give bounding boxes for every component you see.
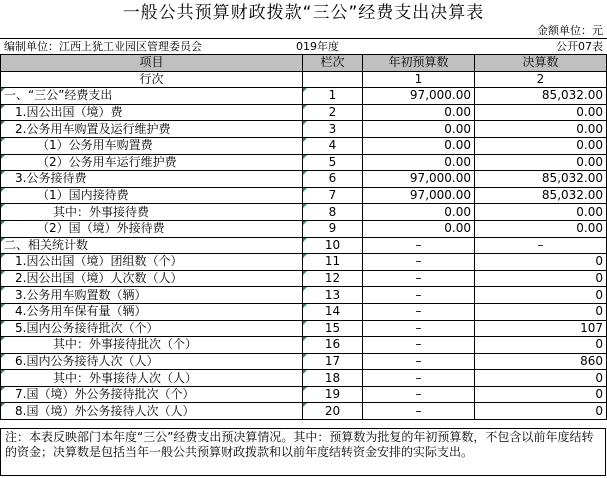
table-row xyxy=(1,287,607,304)
row-budget: – xyxy=(363,370,475,387)
table-row xyxy=(1,353,607,370)
row-label: 其中：外事接待人次（人） xyxy=(1,370,303,387)
row-budget: – xyxy=(363,337,475,354)
row-budget: 0.00 xyxy=(363,154,475,171)
page-title: 一般公共预算财政拨款“三公”经费支出决算表 xyxy=(122,3,485,23)
row-label: 3.公务接待费 xyxy=(1,171,303,188)
row-final: 0.00 xyxy=(475,137,607,154)
row-budget: – xyxy=(363,320,475,337)
row-label: （1）国内接待费 xyxy=(1,187,303,204)
row-budget: – xyxy=(363,403,475,420)
row-label: 8.国（境）外公务接待人次（人） xyxy=(1,403,303,420)
row-budget: 0.00 xyxy=(363,121,475,138)
amount-unit-label: 金额单位：元 xyxy=(537,24,603,37)
table-row xyxy=(1,270,607,287)
table-row xyxy=(1,320,607,337)
table-header-row xyxy=(1,55,607,72)
row-label: 二、相关统计数 xyxy=(1,237,303,254)
row-seq: 6 xyxy=(303,171,363,188)
row-final: 107 xyxy=(475,320,607,337)
row-seq: 18 xyxy=(303,370,363,387)
row-label: 2.公务用车购置及运行维护费 xyxy=(1,121,303,138)
row-final: 0.00 xyxy=(475,121,607,138)
row-label: 7.国（境）外公务接待批次（个） xyxy=(1,386,303,403)
row-final: 85,032.00 xyxy=(475,187,607,204)
row-seq: 1 xyxy=(303,88,363,105)
row-budget: 0.00 xyxy=(363,137,475,154)
header-budget: 年初预算数 xyxy=(363,55,475,72)
row-budget: 0.00 xyxy=(363,220,475,237)
row-label: 3.公务用车购置数（辆） xyxy=(1,287,303,304)
form-code-label: 公开07表 xyxy=(556,40,603,53)
table-row xyxy=(1,104,607,121)
row-final: 0.00 xyxy=(475,154,607,171)
row-final: 0 xyxy=(475,287,607,304)
row-seq: 20 xyxy=(303,403,363,420)
row-budget: 0.00 xyxy=(363,104,475,121)
row-seq: 8 xyxy=(303,204,363,221)
row-budget: – xyxy=(363,270,475,287)
table-row xyxy=(1,187,607,204)
row-budget: 0.00 xyxy=(363,204,475,221)
table-row xyxy=(1,88,607,105)
table-row xyxy=(1,121,607,138)
row-budget: – xyxy=(363,237,475,254)
row-label: 1.因公出国（境）团组数（个） xyxy=(1,254,303,271)
row-seq: 19 xyxy=(303,386,363,403)
row-label: 6.国内公务接待人次（人） xyxy=(1,353,303,370)
table-row xyxy=(1,204,607,221)
row-budget: – xyxy=(363,254,475,271)
row-seq: 9 xyxy=(303,220,363,237)
row-label: 4.公务用车保有量（辆） xyxy=(1,303,303,320)
subheader-seq-blank xyxy=(303,71,363,88)
table-row xyxy=(1,337,607,354)
subheader-item: 行次 xyxy=(1,71,303,88)
table-row xyxy=(1,137,607,154)
row-seq: 13 xyxy=(303,287,363,304)
row-budget: 97,000.00 xyxy=(363,88,475,105)
row-final: 0 xyxy=(475,403,607,420)
row-seq: 3 xyxy=(303,121,363,138)
row-seq: 7 xyxy=(303,187,363,204)
row-label: 其中：外事接待批次（个） xyxy=(1,337,303,354)
row-final: – xyxy=(475,237,607,254)
row-label: （2）公务用车运行维护费 xyxy=(1,154,303,171)
organization-label: 编制单位：江西上犹工业园区管理委员会 xyxy=(4,40,202,53)
row-budget: – xyxy=(363,386,475,403)
table-row xyxy=(1,386,607,403)
row-budget: 97,000.00 xyxy=(363,171,475,188)
table-row xyxy=(1,254,607,271)
row-final: 0.00 xyxy=(475,220,607,237)
row-label: 5.国内公务接待批次（个） xyxy=(1,320,303,337)
row-final: 85,032.00 xyxy=(475,88,607,105)
header-seq: 栏次 xyxy=(303,55,363,72)
row-budget: – xyxy=(363,353,475,370)
table-row xyxy=(1,303,607,320)
row-final: 85,032.00 xyxy=(475,171,607,188)
row-seq: 2 xyxy=(303,104,363,121)
row-final: 860 xyxy=(475,353,607,370)
row-final: 0 xyxy=(475,386,607,403)
table-row xyxy=(1,370,607,387)
row-label: 2.因公出国（境）人次数（人） xyxy=(1,270,303,287)
row-seq: 17 xyxy=(303,353,363,370)
row-seq: 14 xyxy=(303,303,363,320)
row-seq: 16 xyxy=(303,337,363,354)
row-budget: 97,000.00 xyxy=(363,187,475,204)
table-row xyxy=(1,237,607,254)
row-label: 1.因公出国（境）费 xyxy=(1,104,303,121)
row-final: 0 xyxy=(475,254,607,271)
row-final: 0 xyxy=(475,303,607,320)
table-row xyxy=(1,154,607,171)
row-seq: 12 xyxy=(303,270,363,287)
row-seq: 4 xyxy=(303,137,363,154)
row-label: 一、“三公”经费支出 xyxy=(1,88,303,105)
row-label: （2）国（境）外接待费 xyxy=(1,220,303,237)
row-seq: 10 xyxy=(303,237,363,254)
row-label: 其中：外事接待费 xyxy=(1,204,303,221)
row-final: 0.00 xyxy=(475,204,607,221)
row-final: 0.00 xyxy=(475,104,607,121)
header-divider xyxy=(0,38,607,39)
row-final: 0 xyxy=(475,370,607,387)
row-seq: 5 xyxy=(303,154,363,171)
row-budget: – xyxy=(363,287,475,304)
table-note: 注：本表反映部门本年度“三公”经费支出预决算情况。其中：预算数为批复的年初预算数，不包含以前年度结转的资金；决算数是包括当年一般公共预算财政拨款和以前年度结转资金安排的实际支出。 xyxy=(0,428,606,476)
row-seq: 15 xyxy=(303,320,363,337)
table-row xyxy=(1,403,607,420)
row-budget: – xyxy=(363,303,475,320)
fiscal-year-label: 019年度 xyxy=(296,40,339,53)
subheader-budget-col: 1 xyxy=(363,71,475,88)
row-final: 0 xyxy=(475,270,607,287)
row-label: （1）公务用车购置费 xyxy=(1,137,303,154)
table-subheader-row xyxy=(1,71,607,88)
expenditure-table xyxy=(0,54,607,420)
subheader-final-col: 2 xyxy=(475,71,607,88)
table-row xyxy=(1,220,607,237)
table-row xyxy=(1,171,607,188)
row-seq: 11 xyxy=(303,254,363,271)
header-final: 决算数 xyxy=(475,55,607,72)
header-item: 项目 xyxy=(1,55,303,72)
row-final: 0 xyxy=(475,337,607,354)
